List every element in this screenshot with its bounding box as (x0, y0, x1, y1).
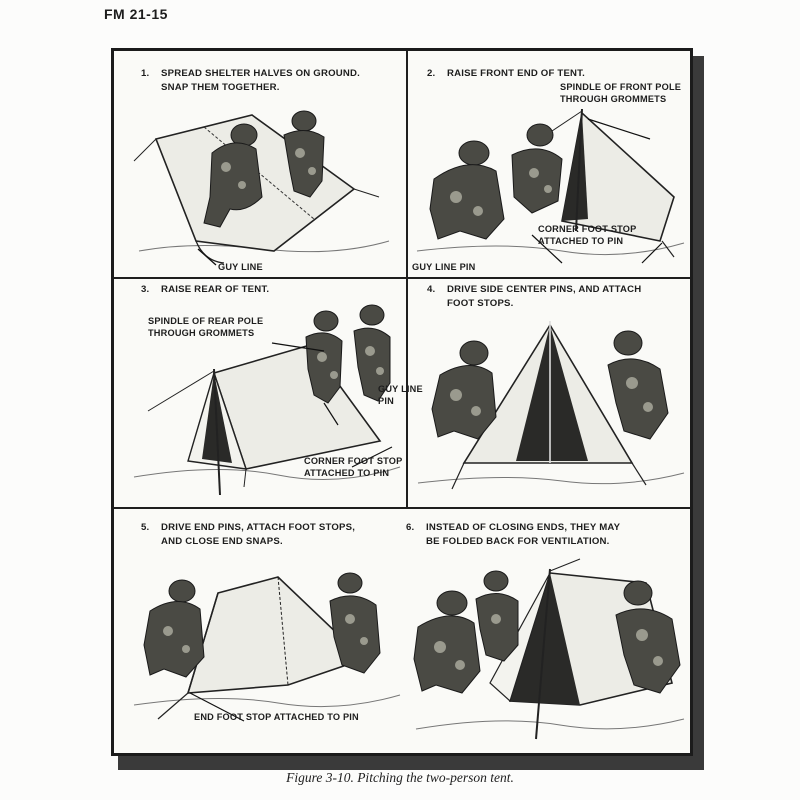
step-number: 2. (427, 68, 436, 79)
page-header: FM 21-15 (104, 6, 168, 22)
corner-foot-stop-callout: CORNER FOOT STOP ATTACHED TO PIN (538, 224, 637, 246)
step-number: 6. (406, 522, 415, 533)
figure-caption: Figure 3-10. Pitching the two-person tent. (286, 770, 514, 785)
row-divider-2 (114, 507, 690, 509)
guy-line-callout: GUY LINE (218, 262, 263, 272)
rear-pole-spindle-callout: SPINDLE OF REAR POLE THROUGH GROMMETS (148, 316, 264, 338)
step-number: 1. (141, 68, 150, 79)
step-5-illustration (128, 553, 404, 723)
step-6-illustration (410, 553, 688, 749)
corner-foot-stop-callout: CORNER FOOT STOP ATTACHED TO PIN (304, 456, 403, 478)
step-number: 5. (141, 522, 150, 533)
column-divider-row-1 (406, 51, 408, 278)
step-text: RAISE REAR OF TENT. (161, 284, 270, 295)
row-divider-1 (114, 277, 690, 279)
guy-line-leader (196, 247, 220, 271)
step-text: SPREAD SHELTER HALVES ON GROUND. SNAP THEM TOGETHER. (161, 68, 361, 93)
step-2-illustration (412, 101, 688, 276)
step-number: 3. (141, 284, 150, 295)
front-pole-spindle-callout: SPINDLE OF FRONT POLE THROUGH GROMMETS (560, 82, 682, 104)
step-text: RAISE FRONT END OF TENT. (447, 68, 586, 79)
guy-line-pin-callout: GUY LINE PIN (412, 262, 476, 272)
step-text: DRIVE SIDE CENTER PINS, AND ATTACH FOOT STOPS. (447, 284, 642, 309)
step-4-illustration (412, 313, 688, 505)
step-number: 4. (427, 284, 436, 295)
step-text: INSTEAD OF CLOSING ENDS, THEY MAY BE FOLDED BACK FOR VENTILATION. (426, 522, 621, 547)
step-1-illustration (134, 101, 394, 271)
end-foot-stop-callout: END FOOT STOP ATTACHED TO PIN (194, 712, 359, 722)
figure-frame (111, 48, 693, 756)
step-text: DRIVE END PINS, ATTACH FOOT STOPS, AND CLOSE END SNAPS. (161, 522, 356, 547)
guy-line-pin-callout: GUY LINE PIN (378, 384, 423, 406)
